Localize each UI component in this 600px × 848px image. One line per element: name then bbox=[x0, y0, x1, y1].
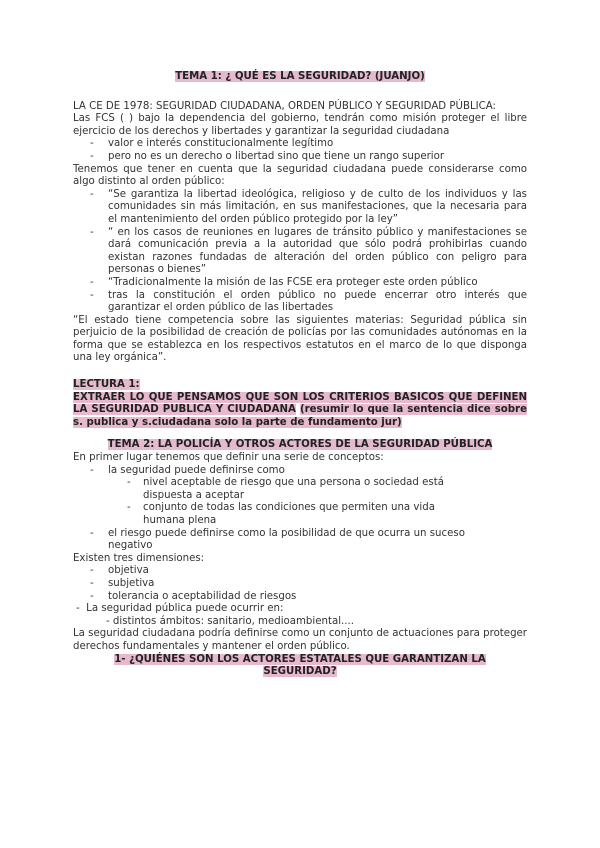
estado-quote: “El estado tiene competencia sobre las siguientes materias: Seguridad pública sin perjuicio de la posibilidad de creación de policías por las comunidades autónomas en la forma que se establezca en los respectivos estatutos en el marco de lo que disponga una ley orgánica”. bbox=[73, 314, 527, 364]
ciudadana-definition: La seguridad ciudadana podría definirse como un conjunto de actuaciones para proteger derechos fundamentales y mantener el orden público. bbox=[73, 628, 527, 652]
riesgo-list bbox=[73, 528, 527, 553]
lectura1-note: (resumir lo que la sentencia dice sobre s. publica y s.ciudadana solo la parte de fundamento jur) bbox=[73, 404, 527, 428]
lectura1-label: LECTURA 1: bbox=[73, 379, 140, 391]
list-item: - nivel aceptable de riesgo que una persona o sociedad está dispuesta a aceptar bbox=[73, 477, 467, 502]
list-item: - “ en los casos de reuniones en lugares de tránsito público y manifestaciones se dará comunicación previa a la autoridad que sólo podrá prohibirlas cuando existan razones fundadas de alteración del orden público con peligro para personas o bienes” bbox=[73, 227, 527, 277]
tema2-title: TEMA 2: LA POLICÍA Y OTROS ACTORES DE LA SEGURIDAD PÚBLICA bbox=[107, 439, 493, 451]
list-item: - “Tradicionalmente la misión de las FCSE era proteger este orden público bbox=[73, 277, 527, 290]
fcs-bullet-list bbox=[73, 138, 527, 163]
fcs-paragraph: Las FCS ( ) bajo la dependencia del gobierno, tendrán como misión proteger el libre ejercicio de los derechos y libertades y garantizar la seguridad ciudadana bbox=[73, 113, 527, 137]
orden-paragraph: Tenemos que tener en cuenta que la seguridad ciudadana puede considerarse como algo distinto al orden público: bbox=[73, 163, 527, 188]
actores-question: 1- ¿QUIÉNES SON LOS ACTORES ESTATALES QUE GARANTIZAN LA SEGURIDAD? bbox=[114, 653, 486, 678]
seguridad-defs-list bbox=[73, 477, 527, 527]
dimensiones-intro: Existen tres dimensiones: bbox=[73, 552, 205, 564]
seguridad-list bbox=[73, 465, 527, 478]
ambitos-line: - distintos ámbitos: sanitario, medioambiental.... bbox=[106, 615, 354, 627]
orden-bullet-list bbox=[73, 189, 527, 315]
list-item: - pero no es un derecho o libertad sino que tiene un rango superior bbox=[73, 151, 527, 164]
ocurrir-label: La seguridad pública puede ocurrir en: bbox=[86, 603, 284, 615]
lectura1-instruction: EXTRAER LO QUE PENSAMOS QUE SON LOS CRITERIOS BASICOS QUE DEFINEN LA SEGURIDAD PUBLICA Y CIUDADANA (resumir lo que la sentencia dice sobre s. publica y s.ciudadana solo la parte de fundamento jur) bbox=[73, 391, 527, 428]
list-item bbox=[73, 465, 527, 478]
list-item: - objetiva bbox=[73, 565, 527, 578]
tema2-intro: En primer lugar tenemos que definir una serie de conceptos: bbox=[73, 452, 384, 464]
seguridad-label: la seguridad puede definirse como bbox=[108, 464, 285, 476]
ce-heading: LA CE DE 1978: SEGURIDAD CIUDADANA, ORDEN PÚBLICO Y SEGURIDAD PÚBLICA: bbox=[73, 100, 496, 112]
list-item: - “Se garantiza la libertad ideológica, religioso y de culto de los individuos y las comunidades sin más limitación, en sus manifestaciones, que la necesaria para el mantenimiento del orden público protegido por la ley” bbox=[73, 189, 527, 227]
list-item: - el riesgo puede definirse como la posibilidad de que ocurra un suceso negativo bbox=[73, 528, 527, 553]
list-item: - tolerancia o aceptabilidad de riesgos bbox=[73, 591, 527, 604]
ocurrir-line: - La seguridad pública puede ocurrir en: bbox=[76, 603, 284, 615]
list-item: - subjetiva bbox=[73, 578, 527, 591]
list-item: - valor e interés constitucionalmente legítimo bbox=[73, 138, 527, 151]
list-item: - tras la constitución el orden público no puede encerrar otro interés que garantizar el orden público de las libertades bbox=[73, 290, 527, 315]
list-item: - conjunto de todas las condiciones que permiten una vida humana plena bbox=[73, 502, 467, 527]
tema1-title: TEMA 1: ¿ QUÉ ES LA SEGURIDAD? (JUANJO) bbox=[175, 71, 425, 82]
dimensiones-list bbox=[73, 565, 527, 603]
